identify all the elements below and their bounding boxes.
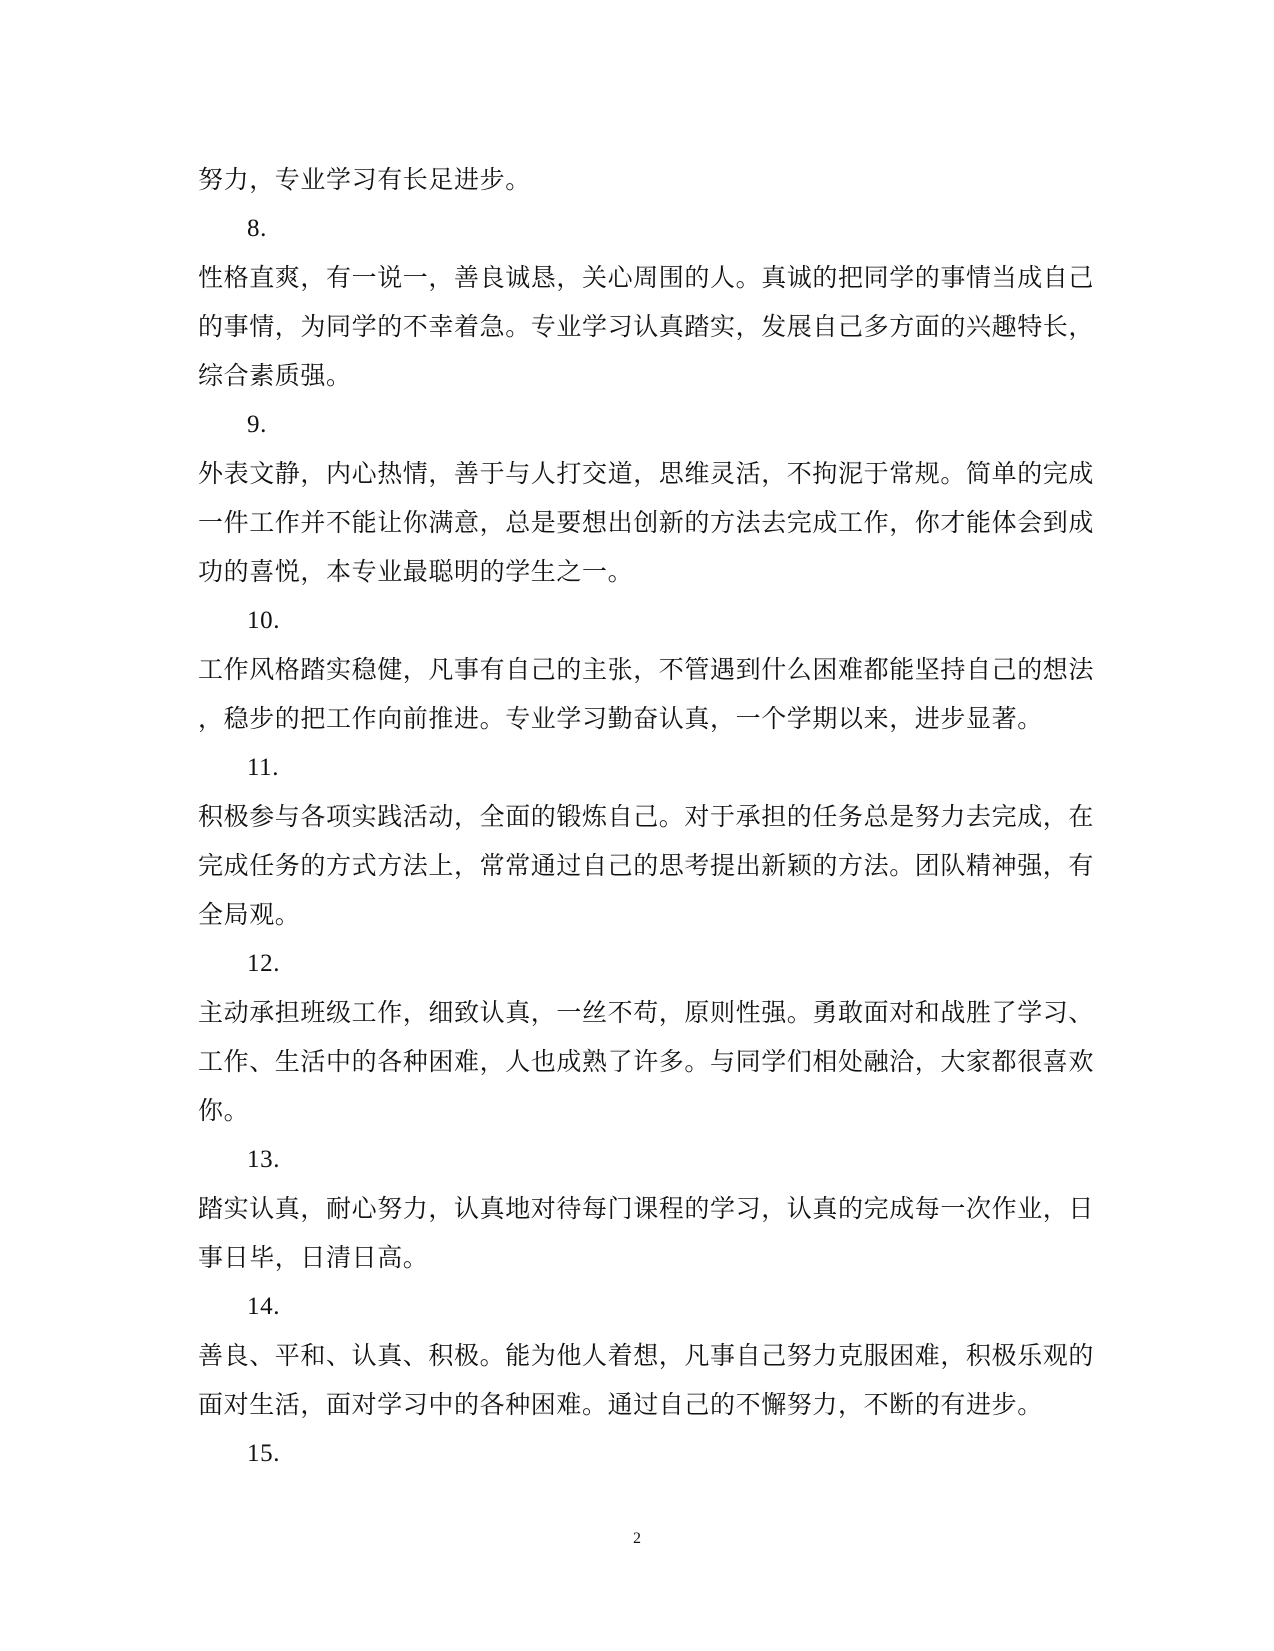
text-line: 一件工作并不能让你满意，总是要想出创新的方法去完成工作，你才能体会到成	[198, 508, 1095, 537]
text-line: 你。	[198, 1096, 250, 1125]
item-number: 13.	[247, 1146, 281, 1173]
text-line: 性格直爽，有一说一，善良诚恳，关心周围的人。真诚的把同学的事情当成自己	[198, 263, 1095, 292]
item-number: 11.	[247, 754, 280, 781]
text-line: 全局观。	[198, 900, 301, 929]
text-line: 功的喜悦，本专业最聪明的学生之一。	[198, 557, 634, 586]
page-number: 2	[633, 1530, 641, 1547]
text-line: 善良、平和、认真、积极。能为他人着想，凡事自己努力克服困难，积极乐观的	[198, 1341, 1095, 1370]
text-line: 踏实认真，耐心努力，认真地对待每门课程的学习，认真的完成每一次作业，日	[198, 1194, 1095, 1223]
text-line: 工作风格踏实稳健，凡事有自己的主张，不管遇到什么困难都能坚持自己的想法	[198, 655, 1095, 684]
item-number: 15.	[247, 1440, 281, 1467]
item-number: 14.	[247, 1293, 281, 1320]
text-line: 完成任务的方式方法上，常常通过自己的思考提出新颖的方法。团队精神强，有	[198, 851, 1095, 880]
text-line: 面对生活，面对学习中的各种困难。通过自己的不懈努力，不断的有进步。	[198, 1390, 1043, 1419]
item-number: 10.	[247, 607, 281, 634]
text-line: 外表文静，内心热情，善于与人打交道，思维灵活，不拘泥于常规。简单的完成	[198, 459, 1095, 488]
document-body	[198, 155, 1095, 1478]
item-number: 12.	[247, 950, 281, 977]
text-line: 的事情，为同学的不幸着急。专业学习认真踏实，发展自己多方面的兴趣特长，	[198, 312, 1095, 341]
item-number: 8.	[247, 215, 267, 242]
text-line: 主动承担班级工作，细致认真，一丝不苟，原则性强。勇敢面对和战胜了学习、	[198, 998, 1095, 1027]
text-line: 事日毕，日清日高。	[198, 1243, 429, 1272]
text-line: 综合素质强。	[198, 361, 352, 390]
text-line: 努力，专业学习有长足进步。	[198, 165, 531, 194]
item-number: 9.	[247, 411, 267, 438]
text-line: ，稳步的把工作向前推进。专业学习勤奋认真，一个学期以来，进步显著。	[198, 704, 1043, 733]
text-line: 积极参与各项实践活动，全面的锻炼自己。对于承担的任务总是努力去完成，在	[198, 802, 1095, 831]
text-line: 工作、生活中的各种困难，人也成熟了许多。与同学们相处融洽，大家都很喜欢	[198, 1047, 1095, 1076]
